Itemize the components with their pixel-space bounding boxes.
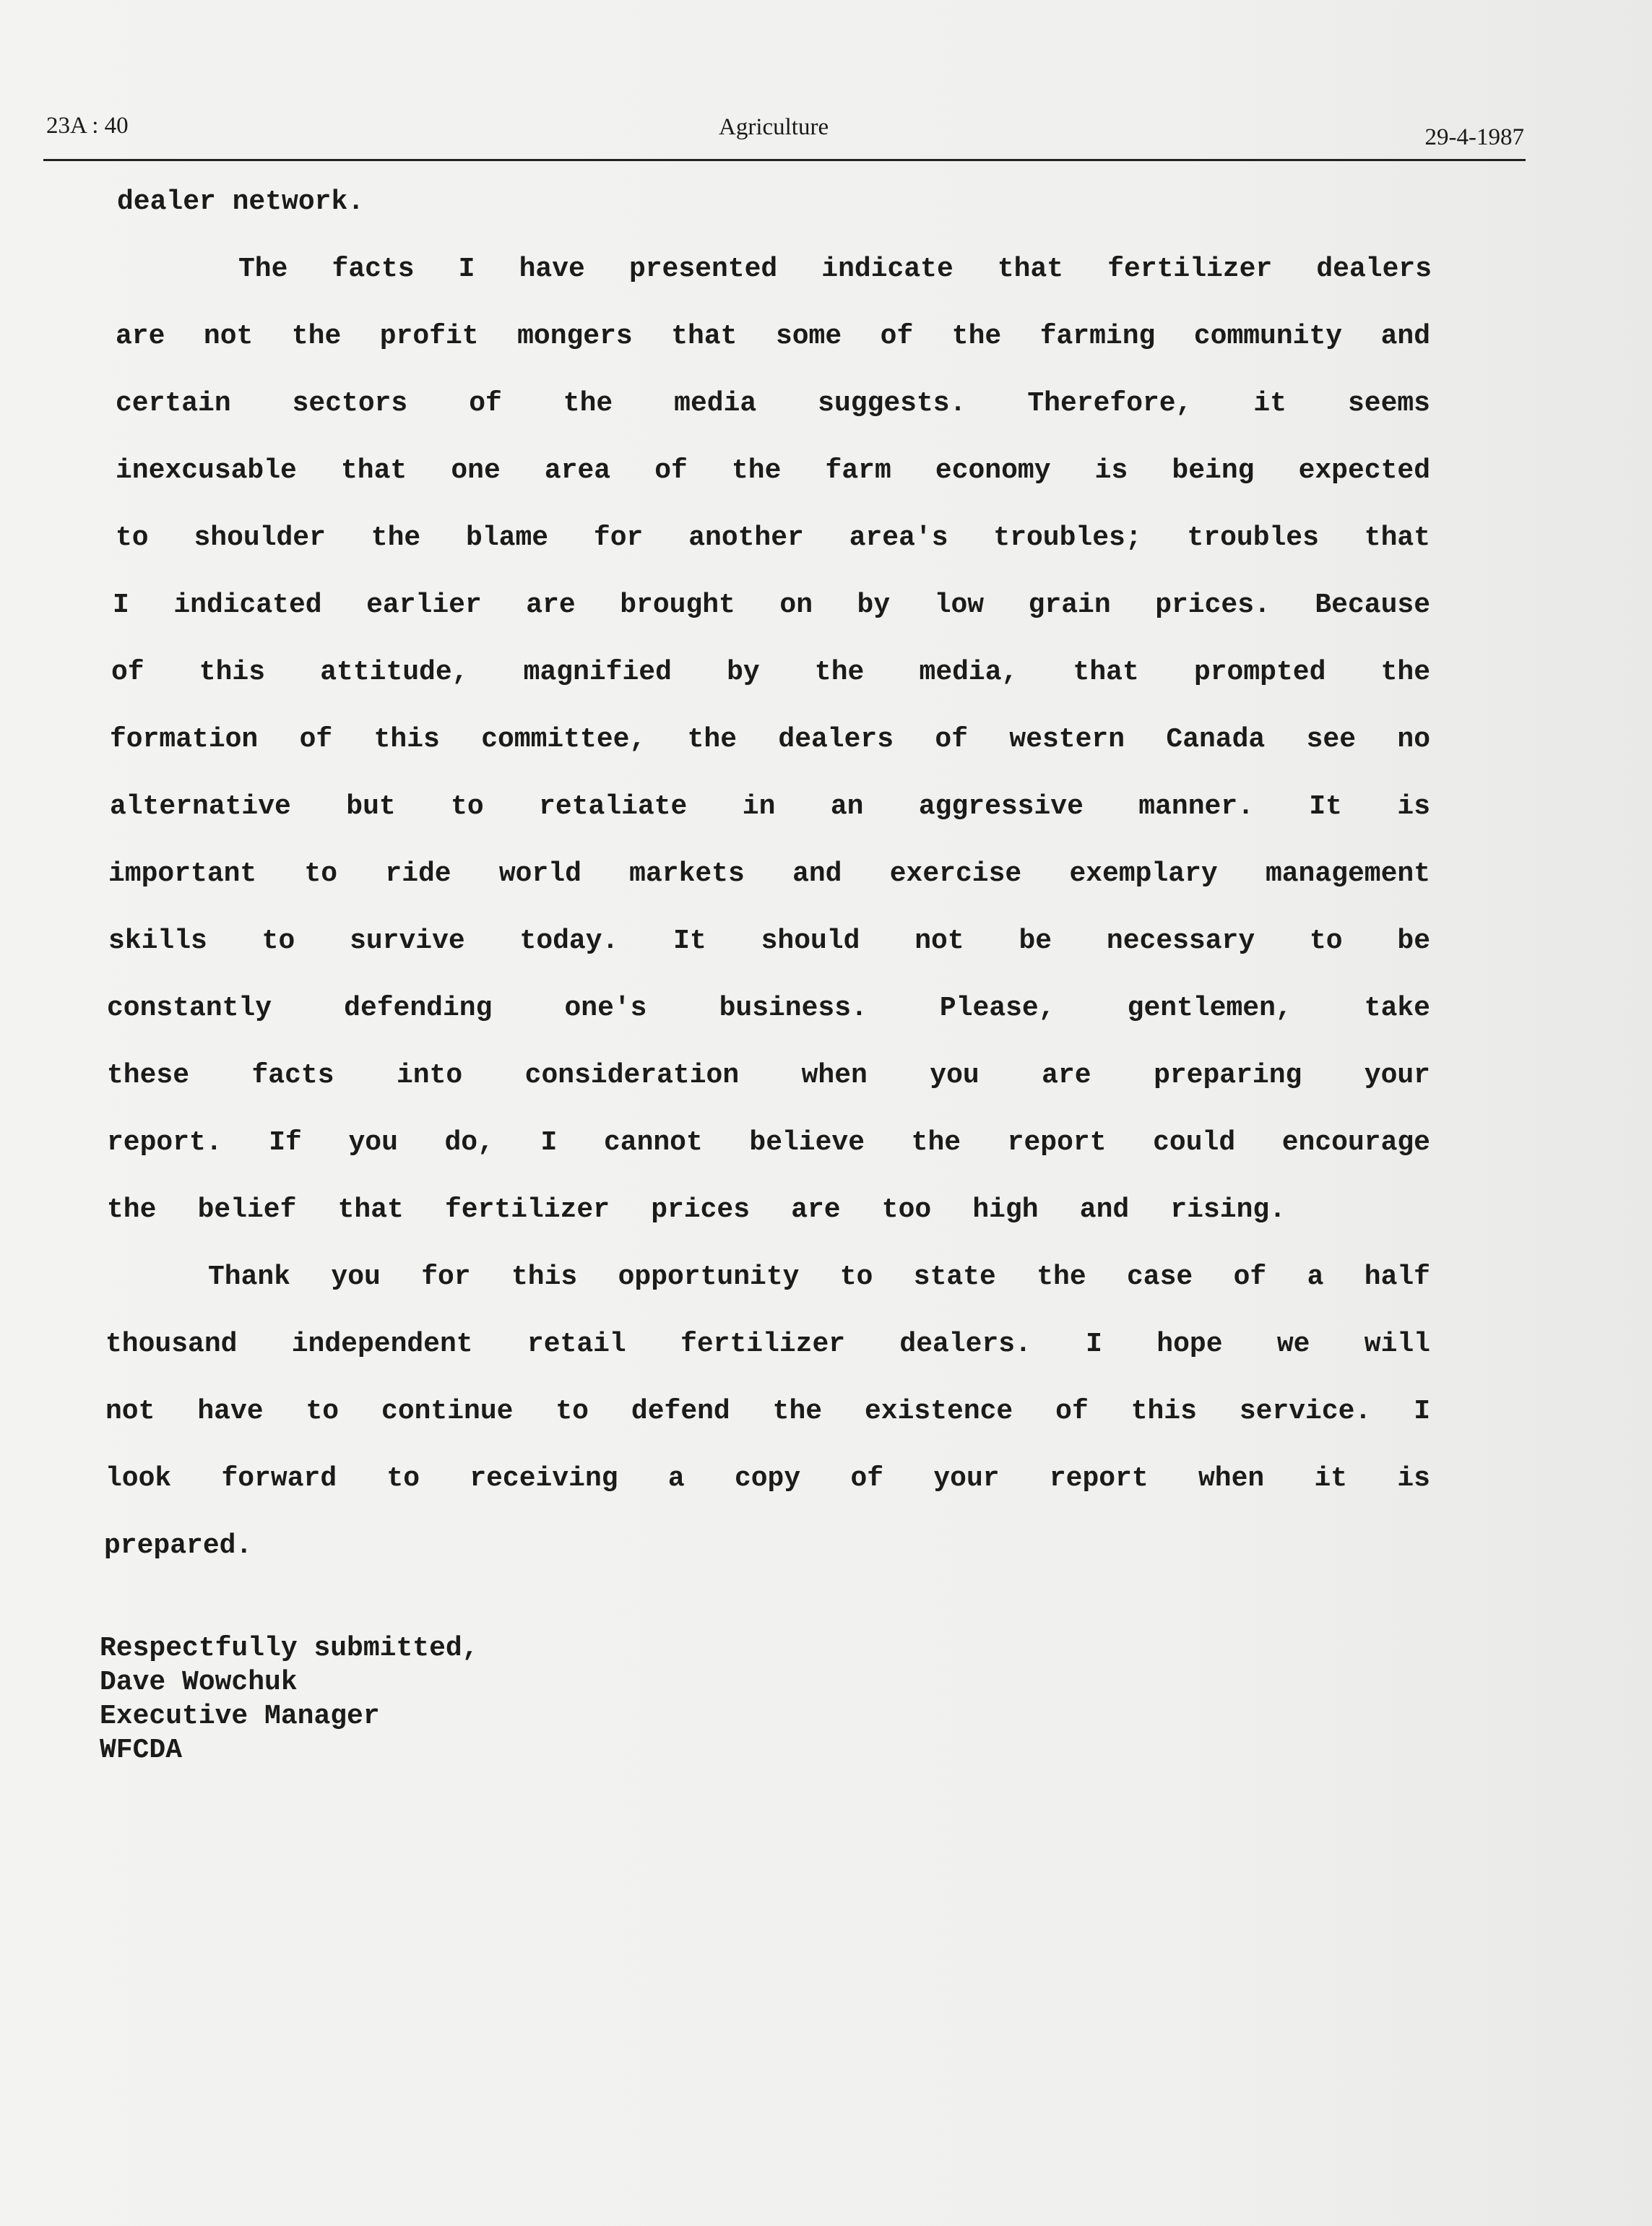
text-line: thousand independent retail fertilizer dealers. I hope we will xyxy=(105,1329,1430,1360)
text-line: the belief that fertilizer prices are too high and rising. xyxy=(107,1194,1286,1225)
text-line: report. If you do, I cannot believe the report could encourage xyxy=(107,1127,1430,1158)
text-line: look forward to receiving a copy of your report when it is xyxy=(105,1463,1430,1494)
header-date: 29-4-1987 xyxy=(1424,124,1524,150)
text-line: are not the profit mongers that some of the farming community and xyxy=(116,321,1430,352)
paragraph-start-line: The facts I have presented indicate that fertilizer dealers xyxy=(238,254,1432,285)
paragraph-start-line: Thank you for this opportunity to state the case of a half xyxy=(208,1261,1430,1293)
text-line: alternative but to retaliate in an aggressive manner. It is xyxy=(110,791,1430,822)
text-line: to shoulder the blame for another area's troubles; troubles that xyxy=(116,522,1430,553)
signer-name: Dave Wowchuk xyxy=(100,1667,298,1698)
text-line: skills to survive today. It should not be necessary to be xyxy=(108,926,1430,957)
signer-title: Executive Manager xyxy=(100,1701,380,1732)
text-line: I indicated earlier are brought on by low grain prices. Because xyxy=(113,590,1430,621)
text-line: formation of this committee, the dealers of western Canada see no xyxy=(110,724,1430,755)
text-line: inexcusable that one area of the farm economy is being expected xyxy=(116,455,1430,486)
text-line: of this attitude, magnified by the media, that prompted the xyxy=(111,657,1430,688)
signer-organization: WFCDA xyxy=(100,1735,183,1766)
text-line: constantly defending one's business. Please, gentlemen, take xyxy=(107,993,1430,1024)
header-rule xyxy=(43,159,1526,161)
text-line: these facts into consideration when you are preparing your xyxy=(107,1060,1430,1091)
page-reference: 23A : 40 xyxy=(46,113,129,139)
text-line: prepared. xyxy=(104,1530,253,1561)
text-line: certain sectors of the media suggests. Therefore, it seems xyxy=(116,388,1430,419)
text-line: dealer network. xyxy=(117,186,365,217)
text-line: not have to continue to defend the existence of this service. I xyxy=(105,1396,1430,1427)
letter-body xyxy=(101,179,1430,1590)
page-header xyxy=(43,108,1526,160)
text-line: important to ride world markets and exercise exemplary management xyxy=(108,858,1430,889)
closing-line: Respectfully submitted, xyxy=(100,1633,479,1664)
section-title: Agriculture xyxy=(719,114,829,140)
signature-block xyxy=(100,1631,479,1767)
